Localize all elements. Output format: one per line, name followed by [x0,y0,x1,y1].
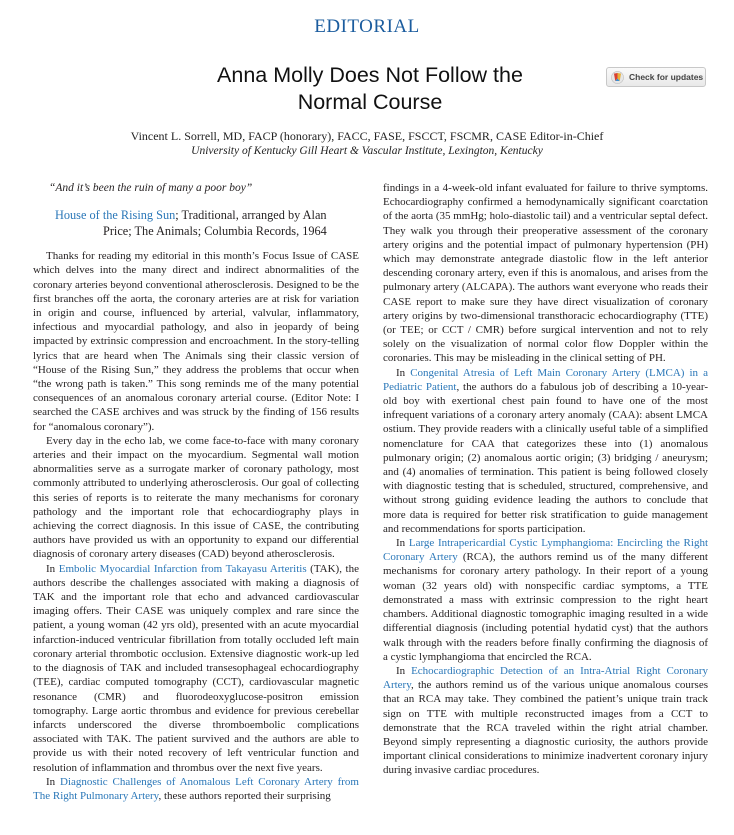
author-line: Vincent L. Sorrell, MD, FACP (honorary), FACC, FASE, FSCCT, FSCMR, CASE Editor-in-Chief [130,129,604,143]
paragraph-prefix: In [46,562,59,575]
left-column [33,181,359,803]
article-link-lmca-atresia[interactable]: Congenital Atresia of Left Main Coronary Artery (LMCA) in a Pediatric Patient [383,366,708,393]
paragraph-prefix: In [396,366,411,379]
article-link-alcapa[interactable]: Diagnostic Challenges of Anomalous Left Coronary Artery from The Right Pulmonary Artery [33,775,359,802]
song-citation-rest-2: Price; The Animals; Columbia Records, 1964 [103,224,327,239]
section-label: EDITORIAL [314,16,420,37]
epigraph-quote: “And it’s been the ruin of many a poor boy” [49,182,253,194]
paragraph-alcapa-intro [33,775,359,803]
paragraph-intra-atrial-rca [383,664,708,778]
paragraph-body: (TAK), the authors describe the challenges associated with making a diagnosis of TAK and the important role that echo and advanced cardiovascular imaging offers. Their CASE was uniquely complex and rare since the patient, a young woman (42 yrs old), presented with an acute myocardial infarction-induced ventricular fibrillation from totally occluded left main coronary arterial thrombotic occlusion. Extensive diagnostic work-up led to the diagnosis of TAK and included transesophageal echocardiography (TEE), cardiac computed tomography (CCT), cardiovascular magnetic resonance (CMR) and fluorodeoxyglucose-positron emission tomography. Large aortic thrombus and evidence for previous cerebellar infarcts underscored the diverse thromboembolic complications associated with TAK. The patient survived and the authors are able to provide us with their noted recovery of left ventricular function and resolution of inflammation and thrombus over the next five years. [33,562,359,774]
article-title [140,62,600,116]
check-for-updates-button[interactable] [606,67,706,87]
title-line-1: Anna Molly Does Not Follow the [217,63,523,87]
paragraph-intro: Thanks for reading my editorial in this month’s Focus Issue of CASE which delves into the many direct and indirect abnormalities of the coronary arteries beyond conventional atherosclerosis. Designed to be the first branches off the aorta, the coronary arteries are at risk for variation in origin and course, influenced by arterial, valvular, inflammatory, infectious and myocardial pathology, and also in jeopardy of being impacted by extrinsic compression and encroachment. In the story-telling lyrics that are heard when The Animals sing their classic version of “House of the Rising Sun,” they address the problems that occur when “the wrong path is taken.” This song reminds me of the many potential consequences of an anomalous coronary arterial course. (Editor Note: I searched the CASE archives and was struck by the finding of 156 results for “anomalous coronary”). [33,250,359,433]
paragraph-body: (RCA), the authors remind us of the many different mechanisms for coronary artery pathology. In their report of a young woman (32 years old) with nonspecific cardiac symptoms, a TTE demonstrated a mass with extrinsic compression to the right heart chambers. Additional diagnostic tomographic imaging resulted in a wide differential diagnosis (including potential hydatid cyst) that the authors walk through with the readers before finally confirming the diagnosis of a cystic lymphangioma that encircled the RCA. [383,551,708,663]
song-citation-rest-1: ; Traditional, arranged by Alan [175,208,327,223]
paragraph-lymphangioma [383,536,708,664]
paragraph-prefix: In [396,537,409,550]
paragraph-body: , the authors remind us of the various unique anomalous courses that an RCA may take. They combined the patient’s unique train track sign on TTE with multiple reconstructed images from a CCT to demonstrate that the RCA traveled within the right atrial chamber. Beyond simply representing a diagnostic curiosity, the authors provide important clinical considerations to minimize inadvertent coronary injury during invasive cardiac procedures. [383,679,708,777]
title-line-2: Normal Course [297,90,443,114]
paragraph-body: , the authors do a fabulous job of describing a 10-year-old boy with exertional chest pain found to have one of the most infrequent variations of a coronary artery anomaly (CAA): absent LMCA ostium. They provide readers with a clinically useful table of a simplified nomenclature for CAA that categorizes these into (1) anomalous pulmonary origin; (2) anomalous aortic origin; (3) bridging / aneurysm; and (4) anomalies of termination. This patient is being followed closely with diagnostic testing that is scheduled, structured, comprehensive, and without strong guiding evidence leading the authors to conclude that more data is required for better risk stratification to guide management and recommendations for sports participation. [383,380,709,535]
song-citation [33,207,359,239]
paragraph-lmca-atresia [383,366,708,536]
paragraph-body: , these authors reported their surprising [158,789,331,802]
paragraph-takayasu [33,562,359,775]
affiliation-line: University of Kentucky Gill Heart & Vascular Institute, Lexington, Kentucky [191,145,543,157]
article-link-intra-atrial-rca[interactable]: Echocardiographic Detection of an Intra-Atrial Right Coronary Artery [383,664,708,692]
paragraph-prefix: In [46,775,60,788]
paragraph-echo-lab: Every day in the echo lab, we come face-to-face with many coronary arteries and their impact on the myocardium. Segmental wall motion abnormalities serve as a surrogate marker of coronary pathology, most commonly attributed to underlying atherosclerosis. Our goal of collecting this series of reports is to reiterate the many mechanisms for coronary pathology and the important role that echocardiography plays in achieving the correct diagnosis. In this issue of CASE, the contributing authors have provided us with an opportunity to expand our differential diagnosis of coronary artery diseases (CAD) beyond atherosclerosis. [33,434,359,561]
article-link-lymphangioma[interactable]: Large Intrapericardial Cystic Lymphangioma: Encircling the Right Coronary Artery [383,537,709,564]
paragraph-prefix: In [396,664,412,677]
crossmark-icon [611,71,624,84]
check-for-updates-label: Check for updates [629,72,704,82]
right-column [383,181,708,778]
article-link-takayasu[interactable]: Embolic Myocardial Infarction from Takayasu Arteritis [58,562,307,575]
song-title-link[interactable]: House of the Rising Sun [55,208,176,223]
paragraph-alcapa-continued: findings in a 4-week-old infant evaluated for failure to thrive symptoms. Echocardiography confirmed a hemodynamically significant coarctation of the aorta (35 mmHg; holo-diastolic tail) and a ventricular septal defect. They walk you through their preoperative assessment of the coronary artery origins and the potential impact of pulmonary hypertension (PH) which may demonstrate antegrade diastolic flow in the left anterior descending coronary artery, even if this is anomalous, and arises from the pulmonary artery (ALCAPA). The authors want everyone who reads their CASE report to make sure they have direct visualization of coronary artery origins by two-dimensional transthoracic echocardiography (TTE) (or TEE; or CCT / CMR) before surgical intervention and not to rely solely on the visualization of normal color flow Doppler within the coronaries. This may be misleading in the clinical setting of PH. [383,182,708,365]
